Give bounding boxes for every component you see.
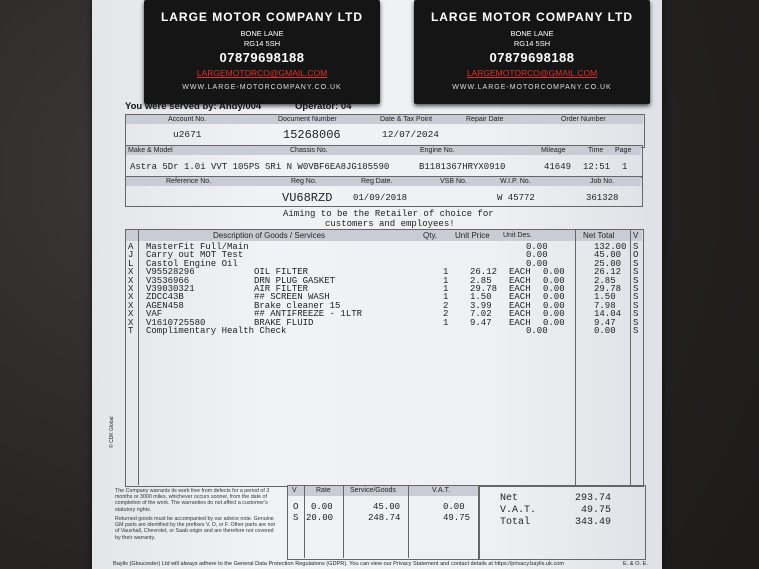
net-value: 293.74 <box>575 493 612 504</box>
row-net-total: 132.00 <box>594 242 627 252</box>
page-value: 1 <box>622 162 628 172</box>
row-qty: 1 <box>443 284 449 294</box>
vat-code-label: V <box>292 487 297 494</box>
card-email: LARGEMOTORCO@GMAIL.COM <box>466 68 598 78</box>
row-vat-code: S <box>633 292 639 303</box>
row-net-total: 14.04 <box>594 309 622 320</box>
row-part: ZDCC43B <box>146 292 184 303</box>
vat-row-code: S <box>293 513 299 523</box>
card-website: WWW.LARGE-MOTORCOMPANY.CO.UK <box>182 84 342 91</box>
reg-date: 01/09/2018 <box>353 193 408 203</box>
row-description: BRAKE FLUID <box>254 317 314 328</box>
chassis-label: Chassis No. <box>290 147 328 154</box>
document-date: 12/07/2024 <box>382 129 440 140</box>
slogan-line-2: customers and employees! <box>325 219 455 229</box>
row-unit-price: 29.78 <box>470 284 498 294</box>
business-card-right <box>414 0 650 104</box>
total-label: Total <box>500 517 531 528</box>
row-part: Complimentary Health Check <box>146 326 287 336</box>
row-unit: EACH <box>509 309 531 320</box>
service-goods-label: Service/Goods <box>350 487 396 494</box>
vat-row-vat: 49.75 <box>443 513 471 523</box>
row-vat-code: S <box>633 258 639 269</box>
row-net-total: 7.98 <box>594 300 616 311</box>
warranty-text-2: Returned goods must be accompanied by our advice note. Genuine GM parts are identified by the prefixes V, D, or F. Other parts are not of Vauxhall, Chevrolet, or Saab origin and are therefore not covered by their warranty. <box>115 516 275 541</box>
unit-price-header: Unit Price <box>455 231 490 240</box>
reg-number: VU68RZD <box>282 191 333 205</box>
document-number: 15268006 <box>283 128 341 142</box>
row-unit-price: 9.47 <box>470 317 492 328</box>
vat-code-header: V <box>633 231 639 240</box>
vat-amount-label: V.A.T. <box>432 487 451 494</box>
desc-header: Description of Goods / Services <box>213 231 326 240</box>
warranty-text-1: The Company warrants its work free from defects for a period of 3 months or 3000 miles, whichever occurs sooner, from the date of completion of the work. The warranties do not affect a customer's statutory rights. <box>115 488 270 513</box>
total-value: 343.49 <box>575 517 612 528</box>
row-vat-class: X <box>128 292 134 303</box>
wip-label: W.I.P. No. <box>500 178 531 185</box>
row-description: AIR FILTER <box>254 284 309 294</box>
vat-row-rate: 0.00 <box>311 502 333 512</box>
row-unit-des: 0.00 <box>526 242 548 252</box>
page-label: Page <box>615 147 632 154</box>
row-vat-code: S <box>633 242 639 252</box>
row-vat-code: S <box>633 300 639 311</box>
row-vat-class: X <box>128 284 134 294</box>
vat-col-line <box>343 486 344 558</box>
card-postcode: RG14 5SH <box>513 39 551 48</box>
row-vat-code: O <box>633 250 639 261</box>
qty-header: Qty. <box>423 231 438 240</box>
vat-row-vat: 0.00 <box>443 502 465 512</box>
row-qty: 1 <box>443 267 449 278</box>
card-website: WWW.LARGE-MOTORCOMPANY.CO.UK <box>452 84 612 91</box>
engine-number: B1181367HRYX0910 <box>419 162 506 172</box>
card-street: BONE LANE <box>510 29 554 38</box>
row-vat-class: X <box>128 317 134 328</box>
row-vat-class: X <box>128 267 134 278</box>
card-phone: 07879698188 <box>219 50 305 65</box>
row-unit: EACH <box>509 292 531 303</box>
card-phone: 07879698188 <box>489 50 575 65</box>
card-company-name: LARGE MOTOR COMPANY LTD <box>430 10 634 24</box>
row-vat-code: S <box>633 326 639 336</box>
row-part: Castol Engine Oil <box>146 258 238 269</box>
row-unit-des: 0.00 <box>526 326 548 336</box>
date-tax-label: Date & Tax Point <box>380 116 433 123</box>
row-part: Carry out MOT Test <box>146 250 244 261</box>
reg-date-label: Reg Date. <box>361 178 393 185</box>
order-label: Order Number <box>561 116 606 123</box>
row-vat-class: L <box>128 258 134 269</box>
row-unit: EACH <box>509 317 531 328</box>
row-description: ## ANTIFREEZE - 1LTR <box>254 309 363 320</box>
row-description: OIL FILTER <box>254 267 309 278</box>
row-net-total: 2.85 <box>594 275 616 286</box>
row-part: MasterFit Full/Main <box>146 242 249 252</box>
row-part: AGEN458 <box>146 300 184 311</box>
row-unit-des: 0.00 <box>543 292 565 303</box>
row-vat-code: S <box>633 309 639 320</box>
vsb-label: VSB No. <box>440 178 467 185</box>
row-description: DRN PLUG GASKET <box>254 275 336 286</box>
net-total-header: Net Total <box>583 231 615 240</box>
row-description: ## SCREEN WASH <box>254 292 330 303</box>
row-unit: EACH <box>509 267 531 278</box>
row-vat-class: T <box>128 326 134 336</box>
slogan-line-1: Aiming to be the Retailer of choice for <box>283 209 494 219</box>
net-label: Net <box>500 493 519 504</box>
row-unit-des: 0.00 <box>543 309 565 320</box>
row-net-total: 29.78 <box>594 284 622 294</box>
row-unit: EACH <box>509 275 531 286</box>
card-company-name: LARGE MOTOR COMPANY LTD <box>160 10 364 24</box>
row-unit: EACH <box>509 300 531 311</box>
row-part: V39030321 <box>146 284 195 294</box>
row-vat-code: S <box>633 267 639 278</box>
row-vat-code: S <box>633 275 639 286</box>
vat-col-line <box>408 486 409 558</box>
account-label: Account No. <box>168 116 207 123</box>
row-unit-price: 7.02 <box>470 309 492 320</box>
wip-number: W 45772 <box>497 193 535 203</box>
row-vat-class: A <box>128 242 134 252</box>
row-qty: 1 <box>443 275 449 286</box>
served-by: You were served by: Andy/004 <box>125 101 262 112</box>
row-qty: 1 <box>443 292 449 303</box>
eoe-footer: E. & O. E. <box>623 561 648 567</box>
row-vat-class: X <box>128 275 134 286</box>
row-part: V1610725580 <box>146 317 206 328</box>
mileage-label: Mileage <box>541 147 566 154</box>
row-vat-class: X <box>128 309 134 320</box>
row-description: Brake cleaner 15 <box>254 300 341 311</box>
reference-label: Reference No. <box>166 178 212 185</box>
vat-row-rate: 20.00 <box>306 513 334 523</box>
unit-des-header: Unit Des. <box>503 232 532 239</box>
goods-col-line <box>630 230 631 485</box>
row-qty: 1 <box>443 317 449 328</box>
row-qty: 2 <box>443 309 449 320</box>
goods-col-line <box>138 230 139 485</box>
row-unit-des: 0.00 <box>543 275 565 286</box>
row-unit-des: 0.00 <box>526 258 548 269</box>
row-net-total: 9.47 <box>594 317 616 328</box>
row-unit-des: 0.00 <box>543 267 565 278</box>
row-part: V3536966 <box>146 275 190 286</box>
gdpr-footer: Baylis (Gloucester) Ltd will always adhere to the General Data Protection Regulations (GDPR). You can view our Privacy Statement and contact details at https://privacy.baylis.uk.com <box>113 561 565 567</box>
card-postcode: RG14 5SH <box>243 39 281 48</box>
mileage-value: 41649 <box>544 162 572 172</box>
row-net-total: 26.12 <box>594 267 622 278</box>
card-street: BONE LANE <box>240 29 284 38</box>
document-label: Document Number <box>278 116 337 123</box>
make-chassis: Astra 5Dr 1.0i VVT 105PS SRi N W0VBF6EA8JG105590 <box>130 162 390 172</box>
row-part: V95528296 <box>146 267 195 278</box>
row-part: VAF <box>146 309 163 320</box>
vat-row-code: O <box>293 502 299 512</box>
row-net-total: 25.00 <box>594 258 622 269</box>
engine-label: Engine No. <box>420 147 455 154</box>
row-net-total: 1.50 <box>594 292 616 303</box>
row-net-total: 0.00 <box>594 326 616 336</box>
reg-label: Reg No. <box>291 178 317 185</box>
job-number: 361328 <box>586 193 619 203</box>
row-unit-des: 0.00 <box>543 284 565 294</box>
vat-col-line <box>304 486 305 558</box>
vat-label: V.A.T. <box>500 505 537 516</box>
time-value: 12:51 <box>583 162 611 172</box>
business-card-left <box>144 0 380 104</box>
cdk-mark: © CDK Global <box>109 416 115 448</box>
vat-row-sg: 248.74 <box>368 513 401 523</box>
vat-row-sg: 45.00 <box>373 502 401 512</box>
goods-header-band <box>126 230 642 241</box>
account-number: u2671 <box>173 129 202 140</box>
row-unit-price: 1.50 <box>470 292 492 303</box>
row-vat-class: J <box>128 250 134 261</box>
row-vat-class: X <box>128 300 134 311</box>
operator: Operator: 04 <box>295 101 352 112</box>
row-unit: EACH <box>509 284 531 294</box>
repair-date-label: Repair Date <box>466 116 504 123</box>
vat-rate-label: Rate <box>316 487 331 494</box>
row-unit-price: 26.12 <box>470 267 498 278</box>
row-unit-price: 3.99 <box>470 300 492 311</box>
row-unit-des: 0.00 <box>543 317 565 328</box>
row-unit-des: 0.00 <box>526 250 548 261</box>
vat-value: 49.75 <box>581 505 612 516</box>
job-label: Job No. <box>590 178 615 185</box>
row-net-total: 45.00 <box>594 250 622 261</box>
row-unit-price: 2.85 <box>470 275 492 286</box>
time-label: Time <box>588 147 604 154</box>
row-vat-code: S <box>633 284 639 294</box>
row-vat-code: S <box>633 317 639 328</box>
goods-col-line <box>575 230 576 485</box>
row-qty: 2 <box>443 300 449 311</box>
card-email: LARGEMOTORCO@GMAIL.COM <box>196 68 328 78</box>
make-label: Make & Model <box>128 147 173 154</box>
row-unit-des: 0.00 <box>543 300 565 311</box>
